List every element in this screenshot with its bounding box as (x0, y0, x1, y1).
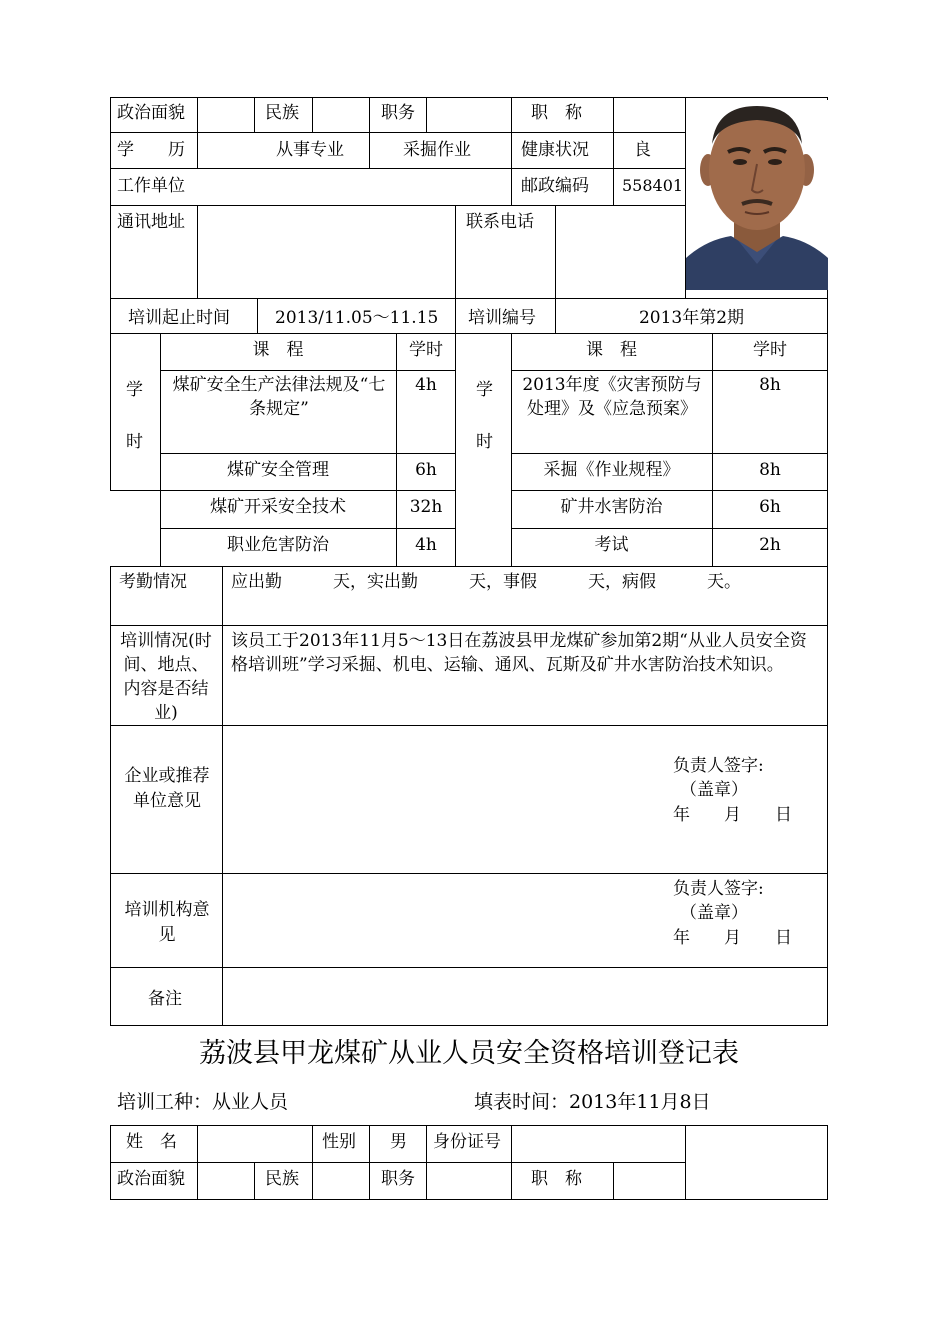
col-divider (222, 566, 223, 1026)
course-name-left: 煤矿安全管理 (227, 460, 329, 480)
training-type: 培训工种：从业人员 (117, 1091, 289, 1113)
course-name-left: 煤矿安全生产法律法规及“七条规定” (172, 375, 386, 419)
course-name-left: 煤矿开采安全技术 (210, 497, 346, 517)
col-divider (712, 333, 713, 567)
hours-header-right: 学时 (753, 340, 787, 360)
postcode-value: 558401 (622, 176, 684, 195)
education-label: 学 历 (117, 140, 185, 160)
fill-date: 填表时间：2013年11月8日 (474, 1091, 711, 1113)
col-divider (369, 97, 370, 169)
col-divider (254, 97, 255, 133)
table-border (110, 1125, 828, 1126)
hours-vertical-label-left: 学 (126, 380, 143, 400)
institution-seal: （盖章） (680, 903, 748, 923)
gender-label: 性别 (322, 1132, 356, 1152)
row-divider (511, 490, 828, 491)
col-divider (426, 1125, 427, 1200)
number-value: 2013年第2期 (638, 308, 745, 328)
hours-vertical-label-right: 时 (476, 432, 493, 452)
portrait-image (686, 100, 828, 290)
ethnicity-label: 民族 (265, 103, 299, 123)
specialty-value: 采掘作业 (403, 140, 471, 160)
post-label: 职务 (381, 1169, 415, 1189)
course-header-left: 课 程 (252, 340, 304, 360)
col-divider (613, 1162, 614, 1200)
specialty-label: 从事专业 (276, 140, 344, 160)
row-divider (110, 873, 828, 874)
col-divider (455, 205, 456, 299)
col-divider (197, 205, 198, 299)
course-hours-right: 6h (759, 497, 781, 517)
course-hours-left: 4h (415, 375, 437, 395)
col-divider (511, 1125, 512, 1200)
col-divider (685, 1125, 686, 1200)
workplace-label: 工作单位 (117, 176, 185, 196)
course-name-left: 职业危害防治 (227, 535, 329, 555)
table-border (110, 566, 111, 1026)
table-border (827, 1125, 828, 1200)
col-divider (613, 97, 614, 206)
training-label: 培训情况(时间、地点、内容是否结业) (120, 631, 212, 723)
col-divider (197, 97, 198, 169)
course-hours-left: 4h (415, 535, 437, 555)
row-divider (110, 298, 828, 299)
row-divider (110, 725, 828, 726)
phone-label: 联系电话 (466, 212, 534, 232)
table-border (110, 97, 828, 98)
political-label: 政治面貌 (117, 103, 185, 123)
address-label: 通讯地址 (117, 212, 185, 232)
number-label: 培训编号 (468, 308, 536, 328)
form-title: 荔波县甲龙煤矿从业人员安全资格培训登记表 (199, 1038, 739, 1069)
training-text: 该员工于2013年11月5～13日在荔波县甲龙煤矿参加第2期“从业人员安全资格培训班”学习采掘、机电、运输、通风、瓦斯及矿井水害防治技术知识。 (231, 631, 807, 675)
applicant-photo (686, 100, 828, 290)
title-label: 职 称 (531, 1169, 582, 1189)
hours-header-left: 学时 (409, 340, 443, 360)
course-name-right: 2013年度《灾害预防与处理》及《应急预案》 (522, 375, 702, 419)
row-divider (160, 453, 456, 454)
period-value: 2013/11.05～11.15 (275, 308, 439, 328)
col-divider (511, 333, 512, 567)
post-label: 职务 (381, 103, 415, 123)
course-name-right: 采掘《作业规程》 (543, 460, 680, 480)
col-divider (197, 1125, 198, 1200)
col-divider (312, 1125, 313, 1200)
col-divider (312, 97, 313, 133)
course-name-right: 矿井水害防治 (560, 497, 663, 517)
row-divider (511, 453, 828, 454)
attendance-label: 考勤情况 (119, 572, 187, 592)
course-name-right: 考试 (594, 535, 629, 555)
col-divider (160, 333, 161, 567)
table-border (110, 1125, 111, 1200)
course-hours-right: 2h (759, 535, 781, 555)
row-divider (110, 967, 828, 968)
hours-vertical-label-left: 时 (126, 432, 143, 452)
row-divider (160, 528, 456, 529)
period-label: 培训起止时间 (128, 308, 230, 328)
row-divider (110, 625, 828, 626)
enterprise-sign: 负责人签字: (673, 756, 764, 776)
col-divider (369, 1125, 370, 1200)
col-divider (555, 205, 556, 299)
institution-date: 年 月 日 (673, 928, 792, 948)
col-divider (396, 333, 397, 567)
row-divider (511, 370, 828, 371)
gender-value: 男 (390, 1132, 407, 1152)
course-hours-left: 32h (409, 497, 443, 517)
row-divider (110, 490, 456, 491)
health-label: 健康状况 (521, 140, 589, 160)
attendance-text: 应出勤 天，实出勤 天，事假 天，病假 天。 (231, 572, 741, 592)
postcode-label: 邮政编码 (521, 176, 589, 196)
name-label: 姓 名 (126, 1132, 177, 1152)
col-divider (257, 298, 258, 334)
enterprise-label: 企业或推荐单位意见 (124, 766, 210, 811)
col-divider (511, 97, 512, 206)
course-header-right: 课 程 (586, 340, 637, 360)
row-divider (511, 528, 828, 529)
row-divider (110, 333, 828, 334)
remarks-label: 备注 (148, 989, 182, 1009)
table-border (110, 97, 111, 491)
health-value: 良 (634, 140, 651, 160)
course-hours-right: 8h (759, 460, 781, 480)
course-hours-right: 8h (759, 375, 781, 395)
table-border (110, 1199, 828, 1200)
course-hours-left: 6h (415, 460, 437, 480)
row-divider (160, 370, 456, 371)
col-divider (426, 97, 427, 133)
title-label: 职 称 (531, 103, 582, 123)
enterprise-date: 年 月 日 (673, 805, 792, 825)
hours-vertical-label-right: 学 (476, 380, 493, 400)
political-label: 政治面貌 (117, 1169, 185, 1189)
ethnicity-label: 民族 (265, 1169, 299, 1189)
col-divider (254, 1162, 255, 1200)
institution-label: 培训机构意见 (124, 900, 210, 945)
table-border (110, 1025, 828, 1026)
institution-sign: 负责人签字: (673, 879, 764, 899)
enterprise-seal: （盖章） (680, 780, 748, 800)
row-divider (110, 566, 828, 567)
id-label: 身份证号 (433, 1132, 501, 1152)
